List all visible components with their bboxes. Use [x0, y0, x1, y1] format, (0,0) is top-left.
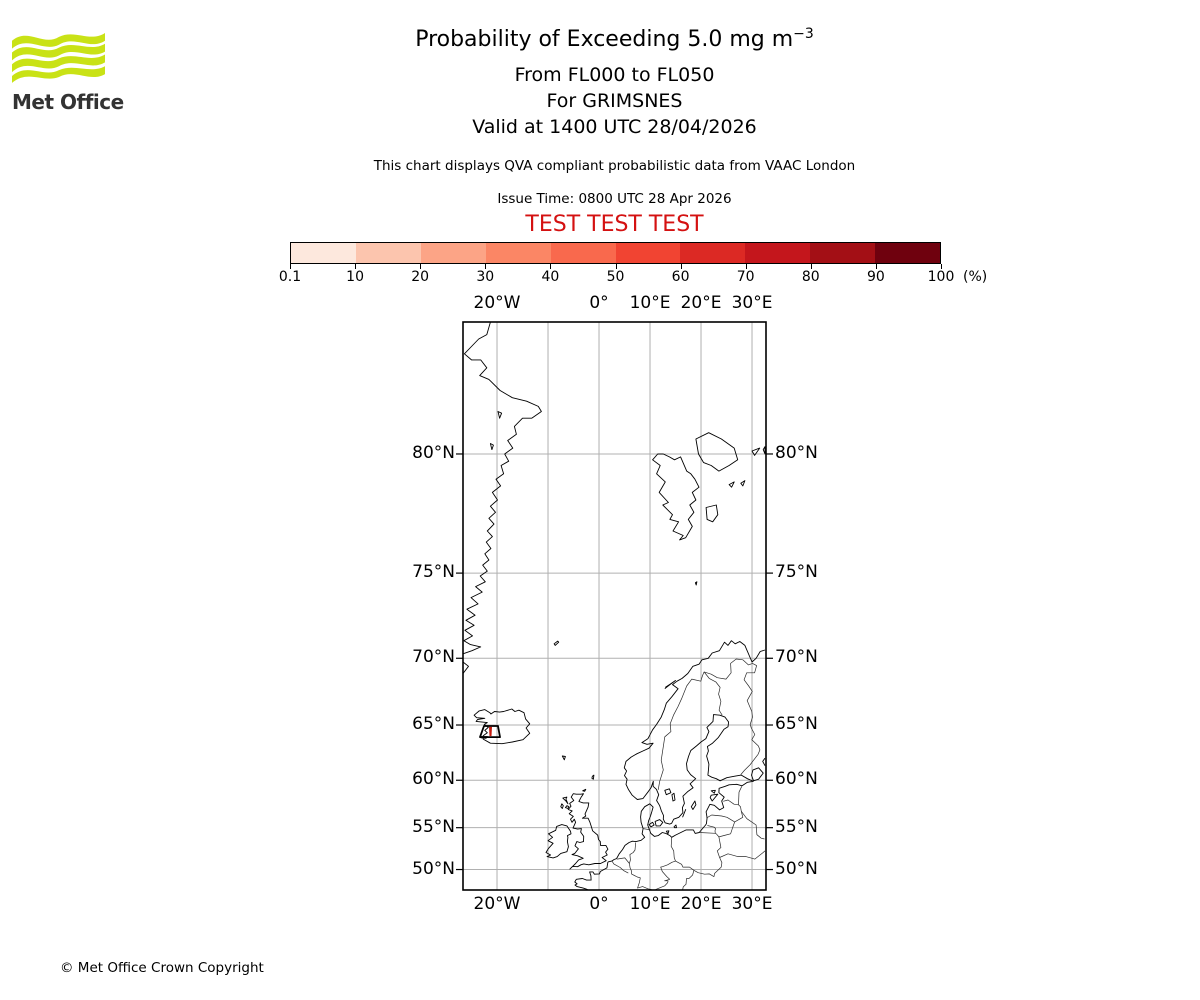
colorbar-tick-label: 30: [476, 269, 495, 285]
border-lithuania-belarus: [719, 822, 735, 837]
lat-label-right: 80°N: [775, 442, 818, 463]
map-frame: [463, 322, 766, 890]
lon-label-top: 20°E: [680, 293, 722, 313]
lon-label-bottom: 10°E: [629, 894, 671, 914]
coastline-faroe-islands: [562, 756, 565, 760]
coastline-kong-karls-land-1: [729, 482, 734, 487]
page-title: [0, 27, 1200, 52]
coastline-zealand: [655, 820, 663, 826]
lat-label-right: 75°N: [775, 562, 818, 583]
colorbar-tick-label: 100: [927, 269, 955, 285]
subtitle-flight-levels: From FL000 to FL050: [514, 64, 715, 86]
border-estonia-russia: [739, 786, 742, 805]
coastline-kong-karls-land-2: [741, 481, 745, 486]
border-lithuania-latvia: [706, 815, 734, 822]
probability-map: [463, 322, 766, 890]
coastline-oland: [683, 810, 686, 817]
qva-info-line: This chart displays QVA compliant probabilistic data from VAAC London: [373, 158, 856, 174]
coastline-lewis: [563, 797, 568, 804]
colorbar-tick-label: 10: [346, 269, 364, 285]
coastline-shetland: [592, 775, 594, 779]
test-banner: TEST TEST TEST: [525, 212, 704, 237]
border-czech-slovakia: [683, 870, 694, 889]
colorbar-segment: [680, 243, 745, 263]
coastline-orkney: [583, 789, 586, 791]
colorbar-segment: [551, 243, 616, 263]
coastline-bear-island: [695, 582, 697, 585]
colorbar-unit-label: (%): [963, 269, 988, 285]
coastline-spitsbergen: [653, 454, 699, 540]
colorbar-tick-label: 80: [801, 269, 820, 285]
qva-high-prob-cell: [489, 727, 492, 736]
colorbar-tick-label: 90: [866, 269, 885, 285]
coastline-skye: [565, 806, 569, 809]
coastline-jan-mayen: [554, 641, 559, 645]
lat-label-left: 55°N: [412, 816, 455, 837]
border-germany-czech-austria: [656, 861, 676, 890]
colorbar-tick-label: 40: [541, 269, 560, 285]
border-norway-sweden: [658, 672, 704, 790]
lon-label-bottom: 20°E: [680, 894, 722, 914]
border-belgium-netherlands: [617, 858, 629, 864]
colorbar-tick-label: 0.1: [278, 269, 302, 285]
lat-label-left: 75°N: [412, 562, 455, 583]
coastline-nordaustlandet: [696, 433, 738, 471]
border-belarus-russia: [741, 811, 764, 839]
probability-colorbar: [290, 242, 941, 264]
coastline-great-britain: [568, 794, 608, 869]
subtitle-volcano: For GRIMSNES: [546, 90, 683, 112]
border-poland-east: [714, 834, 722, 877]
coastline-lake-vanern: [665, 789, 671, 795]
issue-time-line: Issue Time: 0800 UTC 28 Apr 2026: [497, 191, 732, 207]
border-netherlands-germany: [629, 843, 635, 864]
lat-label-right: 60°N: [775, 769, 818, 790]
border-belgium-france: [612, 861, 628, 873]
colorbar-tick-label: 70: [736, 269, 755, 285]
subtitle-valid-time: Valid at 1400 UTC 28/04/2026: [472, 116, 757, 138]
title-main: Probability of Exceeding 5.0 mg m: [415, 27, 794, 52]
colorbar-tick-label: 60: [671, 269, 690, 285]
colorbar-segment: [810, 243, 875, 263]
lat-label-right: 50°N: [775, 858, 818, 879]
title-superscript: −3: [793, 26, 814, 42]
met-office-wordmark: Met Office: [12, 90, 124, 114]
lon-label-bottom: 30°E: [731, 894, 773, 914]
coastline-hiiumaa: [711, 790, 715, 793]
border-latvia-russia-belarus: [735, 805, 743, 822]
coastline-greenland-islet-2: [490, 444, 493, 450]
border-denmark-germany: [643, 829, 649, 830]
coastline-lake-onega-fragment: [763, 758, 765, 766]
colorbar-segment: [356, 243, 421, 263]
border-latvia-estonia: [723, 800, 738, 805]
lat-label-left: 50°N: [412, 858, 455, 879]
border-czech-poland-slovakia: [676, 861, 715, 877]
coastline-mainland-europe: [608, 641, 765, 862]
coastline-iceland: [474, 709, 530, 744]
coastline-lake-ladoga: [752, 768, 764, 781]
border-germany-poland: [671, 837, 675, 861]
lon-label-top: 0°: [589, 293, 609, 313]
coastline-gotland: [691, 801, 696, 810]
coastline-uist: [561, 804, 564, 809]
colorbar-segment: [486, 243, 551, 263]
border-belgium-luxembourg-germany: [629, 864, 631, 874]
border-kaliningrad-lithuania: [707, 826, 715, 834]
coastline-franz-josef-fragment: [763, 447, 765, 454]
lon-label-bottom: 20°W: [473, 894, 521, 914]
colorbar-segment: [875, 243, 940, 263]
lon-label-bottom: 0°: [589, 894, 609, 914]
coastline-ireland: [546, 825, 571, 858]
lat-label-right: 55°N: [775, 816, 818, 837]
copyright-notice: © Met Office Crown Copyright: [60, 960, 264, 976]
lon-label-top: 10°E: [629, 293, 671, 313]
coastline-lofoten: [665, 681, 676, 689]
lat-label-left: 70°N: [412, 647, 455, 668]
colorbar-segment: [291, 243, 356, 263]
coastline-france-channel-coast: [575, 862, 608, 890]
coastline-saaremaa: [710, 794, 718, 801]
coastline-edgeoya: [706, 505, 718, 522]
lon-label-top: 20°W: [473, 293, 521, 313]
colorbar-segment: [745, 243, 810, 263]
colorbar-segment: [421, 243, 486, 263]
colorbar-segment: [616, 243, 681, 263]
lat-label-right: 70°N: [775, 647, 818, 668]
lat-label-left: 60°N: [412, 769, 455, 790]
coastline-bornholm: [674, 825, 677, 828]
coastline-rugen: [666, 831, 669, 834]
coastline-greenland-east-coast: [463, 322, 541, 654]
lon-label-top: 30°E: [731, 293, 773, 313]
coastline-lake-vattern: [672, 793, 675, 801]
lat-label-left: 80°N: [412, 442, 455, 463]
lat-label-left: 65°N: [412, 714, 455, 734]
border-france-germany-switzerland: [631, 874, 651, 890]
lat-label-right: 65°N: [775, 714, 818, 734]
border-belarus-ukraine: [720, 851, 765, 859]
coastline-greenland-islet-1: [498, 412, 502, 419]
qva-core-cell: [481, 736, 488, 739]
coastline-greenland-scoresby: [463, 662, 469, 674]
colorbar-tick-label: 20: [411, 269, 430, 285]
border-poland-russia-kaliningrad: [699, 833, 716, 834]
colorbar-tick-label: 50: [606, 269, 625, 285]
